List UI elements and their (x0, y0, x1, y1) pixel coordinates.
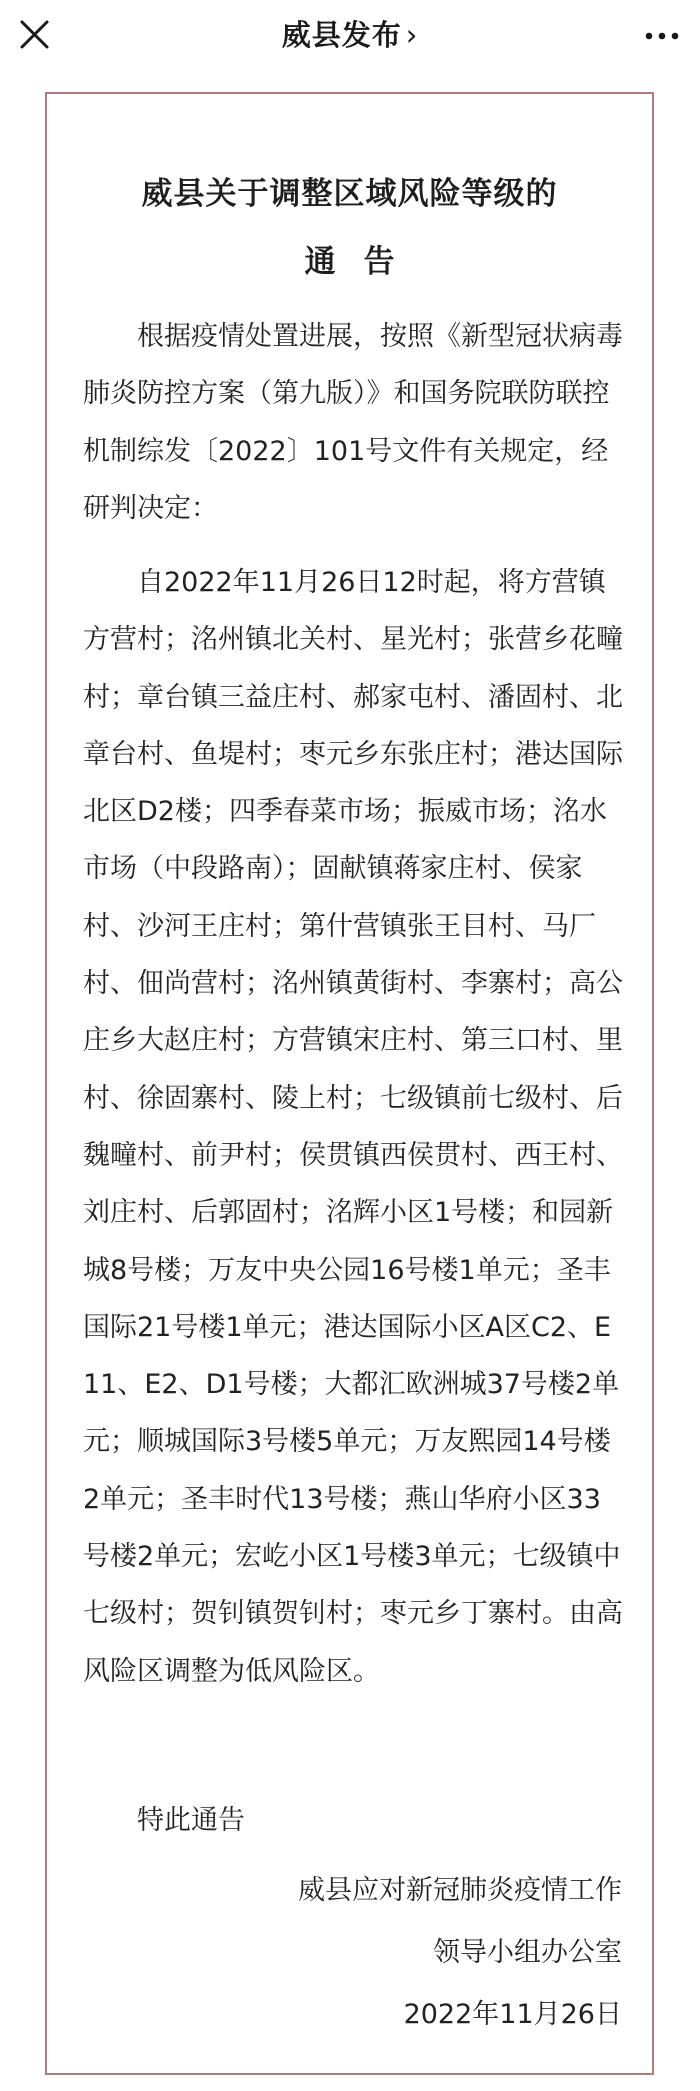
more-dots-icon[interactable] (638, 14, 686, 58)
signature-line2: 领导小组办公室 (433, 1937, 622, 1968)
notice-frame (45, 92, 654, 2075)
notice-paragraph-closing: 特此通告 (137, 1805, 245, 1836)
notice-date: 2022年11月26日 (403, 1999, 622, 2030)
notice-title-line2: 通告 (304, 244, 423, 280)
notice-paragraph-basis: 根据疫情处置进展，按照《新型冠状病毒肺炎防控方案（第九版）》和国务院联防联控机制综发〔2022〕101号文件有关规定，经研判决定： (83, 321, 623, 524)
chevron-right-icon: › (405, 18, 419, 52)
notice-title-line1: 威县关于调整区域风险等级的 (141, 176, 558, 212)
account-name-link[interactable] (0, 15, 700, 55)
notice-paragraph-decision: 自2022年11月26日12时起，将方营镇方营村；洺州镇北关村、星光村；张营乡花疃村；章台镇三益庄村、郝家屯村、潘固村、北章台村、鱼堤村；枣元乡东张庄村；港达国际北区D2楼；四季春菜市场；振威市场；洺水市场（中段路南）；固献镇蒋家庄村、侯家村、沙河王庄村；第什营镇张王目村、马厂村、佃尚营村；洺州镇黄街村、李寨村；高公庄乡大赵庄村；方营镇宋庄村、第三口村、里村、徐固寨村、陵上村；七级镇前七级村、后魏疃村、前尹村；侯贯镇西侯贯村、西王村、刘庄村、后郭固村；洺辉小区1号楼；和园新城8号楼；万友中央公园16号楼1单元；圣丰国际21号楼1单元；港达国际小区A区C2、E11、E2、D1号楼；大都汇欧洲城37号楼2单元；顺城国际3号楼5单元；万友熙园14号楼2单元；圣丰时代13号楼；燕山华府小区33号楼2单元；宏屹小区1号楼3单元；七级镇中七级村；贺钊镇贺钊村；枣元乡丁寨村。由高风险区调整为低风险区。 (83, 567, 623, 1687)
signature-line1: 威县应对新冠肺炎疫情工作 (298, 1875, 622, 1906)
account-name[interactable]: 威县发布 (281, 18, 402, 52)
top-nav-bar (0, 0, 700, 72)
